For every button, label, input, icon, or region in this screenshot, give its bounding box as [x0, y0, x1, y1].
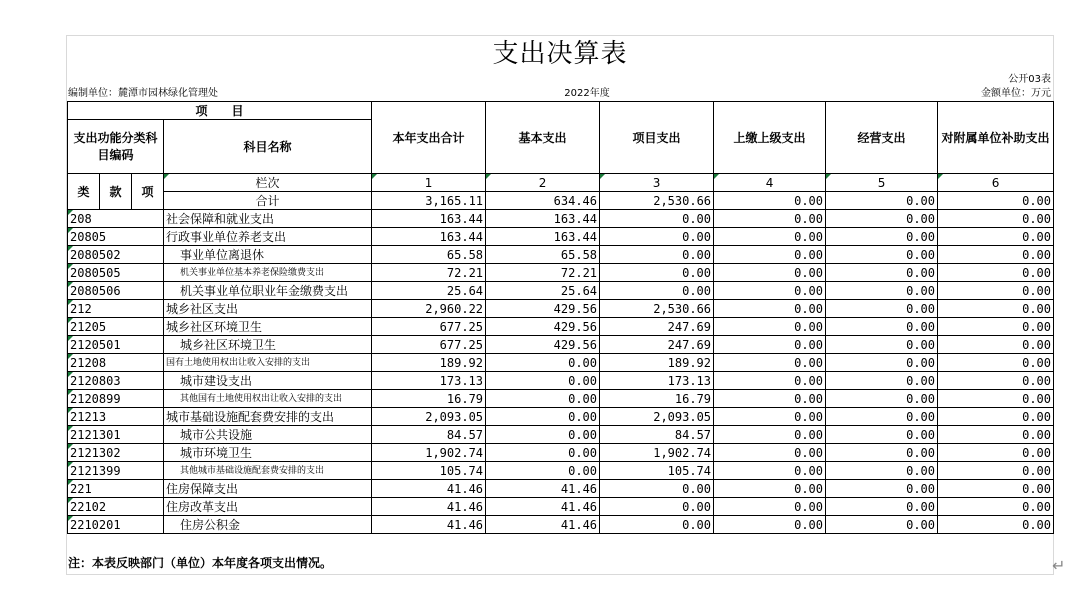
- amount-unit: 金额单位：万元: [981, 88, 1051, 99]
- row-subject-name: 城市环境卫生: [164, 444, 372, 462]
- row-value: 0.00: [714, 246, 826, 264]
- row-value: 0.00: [600, 264, 714, 282]
- row-value: 65.58: [486, 246, 600, 264]
- row-code: 2080502: [68, 246, 164, 264]
- total-cell: 0.00: [826, 192, 938, 210]
- row-value: 0.00: [826, 390, 938, 408]
- header-item: 项 目: [68, 102, 372, 120]
- row-value: 429.56: [486, 300, 600, 318]
- row-code: 208: [68, 210, 164, 228]
- header-kuan: 款: [100, 174, 132, 210]
- row-value: 0.00: [714, 300, 826, 318]
- row-value: 84.57: [372, 426, 486, 444]
- row-code: 21213: [68, 408, 164, 426]
- row-value: 41.46: [372, 480, 486, 498]
- row-value: 0.00: [826, 516, 938, 534]
- header-subject-name: 科目名称: [164, 120, 372, 174]
- total-row: [68, 192, 1054, 210]
- row-value: 0.00: [486, 462, 600, 480]
- row-code: 221: [68, 480, 164, 498]
- row-code: 2210201: [68, 516, 164, 534]
- row-value: 0.00: [600, 480, 714, 498]
- row-value: 0.00: [600, 210, 714, 228]
- row-value: 429.56: [486, 336, 600, 354]
- row-value: 0.00: [938, 444, 1054, 462]
- row-value: 0.00: [938, 516, 1054, 534]
- table-row: [68, 246, 1054, 264]
- row-value: 0.00: [938, 318, 1054, 336]
- total-label: 合计: [164, 192, 372, 210]
- row-value: 72.21: [372, 264, 486, 282]
- row-value: 0.00: [486, 390, 600, 408]
- col-num-3: 3: [600, 174, 714, 192]
- row-value: 41.46: [372, 498, 486, 516]
- row-code: 2080505: [68, 264, 164, 282]
- row-value: 0.00: [938, 390, 1054, 408]
- col-num-2: 2: [486, 174, 600, 192]
- row-value: 0.00: [714, 354, 826, 372]
- row-value: 1,902.74: [372, 444, 486, 462]
- row-value: 105.74: [600, 462, 714, 480]
- row-value: 2,093.05: [600, 408, 714, 426]
- row-value: 189.92: [372, 354, 486, 372]
- header-func-code: 支出功能分类科目编码: [68, 120, 164, 174]
- row-value: 0.00: [826, 246, 938, 264]
- row-subject-name: 事业单位离退休: [164, 246, 372, 264]
- spreadsheet-sheet: [66, 35, 1054, 575]
- table-row: [68, 210, 1054, 228]
- unit-label: 编制单位：: [68, 88, 118, 99]
- row-value: 0.00: [938, 426, 1054, 444]
- row-value: 0.00: [714, 498, 826, 516]
- row-value: 0.00: [938, 336, 1054, 354]
- row-value: 0.00: [938, 300, 1054, 318]
- row-value: 0.00: [714, 480, 826, 498]
- row-code: 2120899: [68, 390, 164, 408]
- lanci-row: [68, 174, 1054, 192]
- row-value: 189.92: [600, 354, 714, 372]
- row-subject-name: 住房保障支出: [164, 480, 372, 498]
- row-value: 163.44: [372, 228, 486, 246]
- row-value: 0.00: [938, 480, 1054, 498]
- row-value: 0.00: [938, 282, 1054, 300]
- row-value: 0.00: [826, 444, 938, 462]
- row-value: 0.00: [714, 408, 826, 426]
- row-value: 84.57: [600, 426, 714, 444]
- row-value: 2,530.66: [600, 300, 714, 318]
- unit-line: [68, 87, 218, 101]
- row-value: 41.46: [486, 498, 600, 516]
- header-col-3: 项目支出: [600, 102, 714, 174]
- header-col-5: 经营支出: [826, 102, 938, 174]
- row-value: 677.25: [372, 318, 486, 336]
- row-value: 0.00: [714, 210, 826, 228]
- row-value: 0.00: [826, 282, 938, 300]
- row-value: 0.00: [714, 444, 826, 462]
- row-value: 163.44: [486, 228, 600, 246]
- row-value: 16.79: [372, 390, 486, 408]
- row-subject-name: 其他城市基础设施配套费安排的支出: [164, 462, 372, 480]
- row-value: 0.00: [826, 426, 938, 444]
- col-num-5: 5: [826, 174, 938, 192]
- row-code: 2120803: [68, 372, 164, 390]
- table-row: [68, 444, 1054, 462]
- total-cell: 0.00: [938, 192, 1054, 210]
- total-cell: 2,530.66: [600, 192, 714, 210]
- row-value: 0.00: [714, 228, 826, 246]
- row-value: 105.74: [372, 462, 486, 480]
- row-subject-name: 行政事业单位养老支出: [164, 228, 372, 246]
- row-value: 0.00: [714, 282, 826, 300]
- form-code: 公开03表: [1008, 74, 1051, 85]
- row-value: 173.13: [600, 372, 714, 390]
- header-row-1: [68, 102, 1054, 120]
- report-year: 2022年度: [564, 88, 610, 99]
- row-value: 2,960.22: [372, 300, 486, 318]
- row-code: 2121302: [68, 444, 164, 462]
- row-value: 0.00: [714, 336, 826, 354]
- row-value: 0.00: [714, 372, 826, 390]
- table-row: [68, 318, 1054, 336]
- row-value: 41.46: [372, 516, 486, 534]
- row-value: 1,902.74: [600, 444, 714, 462]
- row-value: 72.21: [486, 264, 600, 282]
- row-value: 0.00: [826, 210, 938, 228]
- row-code: 20805: [68, 228, 164, 246]
- table-row: [68, 282, 1054, 300]
- row-value: 25.64: [372, 282, 486, 300]
- row-value: 0.00: [826, 228, 938, 246]
- row-subject-name: 社会保障和就业支出: [164, 210, 372, 228]
- row-value: 0.00: [938, 264, 1054, 282]
- total-cell: 0.00: [714, 192, 826, 210]
- row-code: 2121399: [68, 462, 164, 480]
- row-value: 0.00: [938, 246, 1054, 264]
- row-value: 0.00: [938, 210, 1054, 228]
- total-cell: 3,165.11: [372, 192, 486, 210]
- row-value: 0.00: [600, 246, 714, 264]
- row-value: 0.00: [714, 462, 826, 480]
- row-value: 0.00: [826, 354, 938, 372]
- row-value: 0.00: [600, 228, 714, 246]
- row-subject-name: 城乡社区环境卫生: [164, 336, 372, 354]
- row-subject-name: 城乡社区环境卫生: [164, 318, 372, 336]
- table-title: 支出决算表: [492, 39, 628, 69]
- row-value: 0.00: [714, 264, 826, 282]
- footnote: 注：本表反映部门（单位）本年度各项支出情况。: [68, 556, 333, 570]
- row-value: 0.00: [714, 516, 826, 534]
- row-value: 0.00: [938, 354, 1054, 372]
- row-value: 41.46: [486, 480, 600, 498]
- row-value: 0.00: [600, 516, 714, 534]
- row-value: 0.00: [826, 318, 938, 336]
- row-code: 2120501: [68, 336, 164, 354]
- row-subject-name: 城市建设支出: [164, 372, 372, 390]
- header-col-6: 对附属单位补助支出: [938, 102, 1054, 174]
- row-value: 0.00: [826, 372, 938, 390]
- row-code: 21205: [68, 318, 164, 336]
- col-num-4: 4: [714, 174, 826, 192]
- row-value: 0.00: [826, 462, 938, 480]
- table-row: [68, 354, 1054, 372]
- row-value: 0.00: [938, 372, 1054, 390]
- row-subject-name: 机关事业单位基本养老保险缴费支出: [164, 264, 372, 282]
- table-row: [68, 480, 1054, 498]
- table-row: [68, 462, 1054, 480]
- row-code: 2121301: [68, 426, 164, 444]
- row-subject-name: 住房公积金: [164, 516, 372, 534]
- row-value: 0.00: [938, 408, 1054, 426]
- total-cell: 634.46: [486, 192, 600, 210]
- unit-name: 麓潭市园林绿化管理处: [118, 88, 218, 99]
- row-value: 0.00: [938, 228, 1054, 246]
- row-code: 22102: [68, 498, 164, 516]
- row-value: 247.69: [600, 318, 714, 336]
- row-value: 163.44: [372, 210, 486, 228]
- col-num-1: 1: [372, 174, 486, 192]
- row-value: 0.00: [714, 318, 826, 336]
- row-value: 677.25: [372, 336, 486, 354]
- row-value: 0.00: [486, 426, 600, 444]
- header-col-4: 上缴上级支出: [714, 102, 826, 174]
- row-value: 0.00: [826, 408, 938, 426]
- row-subject-name: 其他国有土地使用权出让收入安排的支出: [164, 390, 372, 408]
- row-value: 173.13: [372, 372, 486, 390]
- row-value: 0.00: [486, 372, 600, 390]
- row-value: 0.00: [826, 498, 938, 516]
- table-row: [68, 372, 1054, 390]
- header-col-2: 基本支出: [486, 102, 600, 174]
- row-subject-name: 机关事业单位职业年金缴费支出: [164, 282, 372, 300]
- row-value: 429.56: [486, 318, 600, 336]
- row-value: 0.00: [938, 462, 1054, 480]
- table-row: [68, 300, 1054, 318]
- lanci-label: 栏次: [164, 174, 372, 192]
- col-num-6: 6: [938, 174, 1054, 192]
- row-value: 65.58: [372, 246, 486, 264]
- table-row: [68, 228, 1054, 246]
- row-value: 0.00: [714, 426, 826, 444]
- table-row: [68, 426, 1054, 444]
- row-subject-name: 城市基础设施配套费安排的支出: [164, 408, 372, 426]
- row-value: 41.46: [486, 516, 600, 534]
- row-value: 0.00: [486, 444, 600, 462]
- header-cat: 类: [68, 174, 100, 210]
- row-subject-name: 国有土地使用权出让收入安排的支出: [164, 354, 372, 372]
- row-value: 0.00: [826, 300, 938, 318]
- row-value: 163.44: [486, 210, 600, 228]
- table-row: [68, 336, 1054, 354]
- return-mark: ↵: [1052, 556, 1066, 575]
- row-code: 2080506: [68, 282, 164, 300]
- header-xiang: 项: [132, 174, 164, 210]
- row-value: 25.64: [486, 282, 600, 300]
- row-value: 16.79: [600, 390, 714, 408]
- row-value: 0.00: [486, 354, 600, 372]
- row-value: 247.69: [600, 336, 714, 354]
- row-code: 212: [68, 300, 164, 318]
- table-row: [68, 498, 1054, 516]
- row-value: 0.00: [714, 390, 826, 408]
- row-subject-name: 城市公共设施: [164, 426, 372, 444]
- row-value: 0.00: [826, 336, 938, 354]
- table-row: [68, 516, 1054, 534]
- row-code: 21208: [68, 354, 164, 372]
- row-value: 0.00: [600, 498, 714, 516]
- header-col-1: 本年支出合计: [372, 102, 486, 174]
- table-row: [68, 408, 1054, 426]
- row-value: 2,093.05: [372, 408, 486, 426]
- table-row: [68, 264, 1054, 282]
- row-subject-name: 城乡社区支出: [164, 300, 372, 318]
- row-value: 0.00: [486, 408, 600, 426]
- row-value: 0.00: [826, 480, 938, 498]
- row-value: 0.00: [600, 282, 714, 300]
- row-subject-name: 住房改革支出: [164, 498, 372, 516]
- table-row: [68, 390, 1054, 408]
- expenditure-table: [67, 101, 1054, 534]
- row-value: 0.00: [826, 264, 938, 282]
- row-value: 0.00: [938, 498, 1054, 516]
